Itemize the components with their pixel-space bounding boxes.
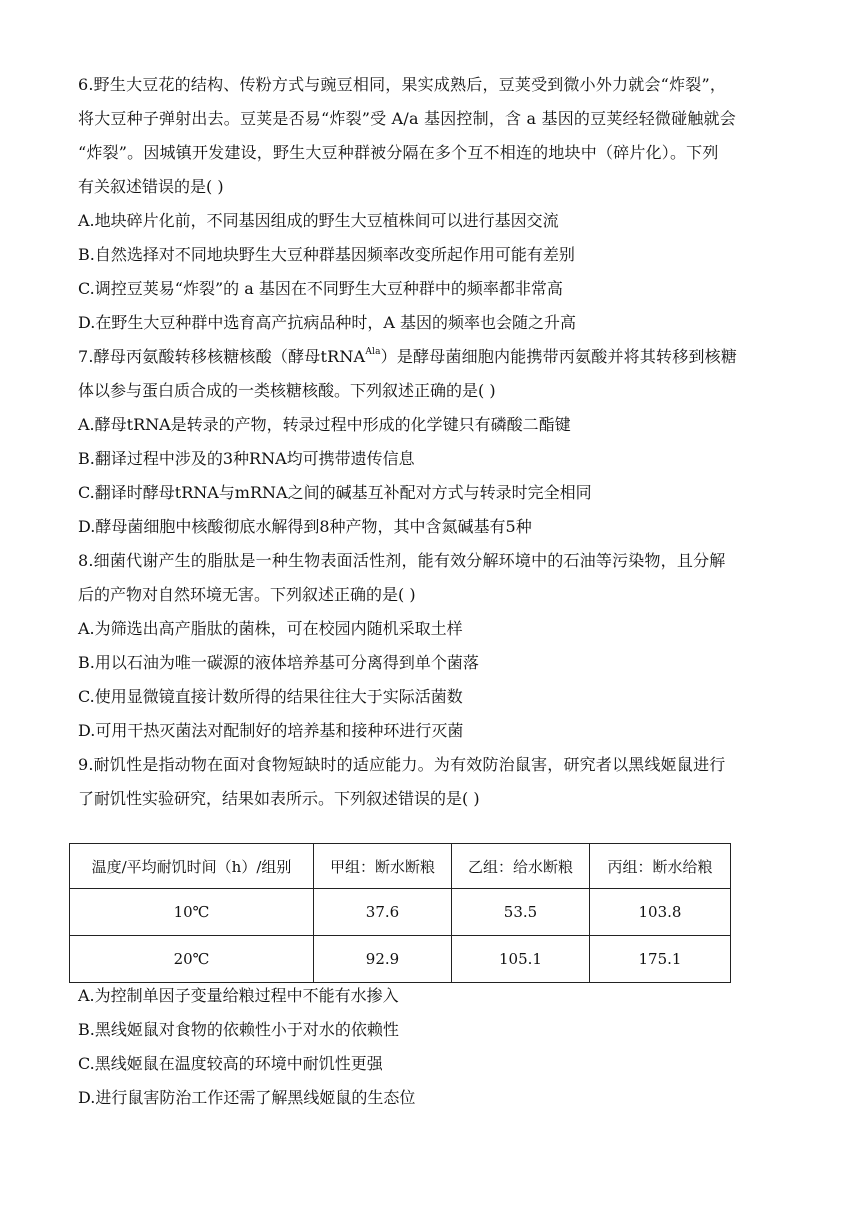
q7-option-b: B.翻译过程中涉及的3种RNA均可携带遗传信息 — [78, 449, 415, 468]
q9-option-a: A.为控制单因子变量给粮过程中不能有水掺入 — [78, 986, 399, 1005]
table-row — [70, 936, 731, 983]
q7-option-a: A.酵母tRNA是转录的产物，转录过程中形成的化学键只有磷酸二酯键 — [78, 415, 571, 434]
q7-stem-pre: 7.酵母丙氨酸转移核糖核酸（酵母tRNA — [78, 347, 366, 366]
q6-option-b: B.自然选择对不同地块野生大豆种群基因频率改变所起作用可能有差别 — [78, 245, 575, 264]
q7-stem-post: ）是酵母菌细胞内能携带丙氨酸并将其转移到核糖 — [380, 347, 738, 366]
q8-option-b: B.用以石油为唯一碳源的液体培养基可分离得到单个菌落 — [78, 653, 479, 672]
q7-stem-line-2: 体以参与蛋白质合成的一类核糖核酸。下列叙述正确的是( ) — [78, 381, 496, 400]
q9-option-c: C.黑线姬鼠在温度较高的环境中耐饥性更强 — [78, 1054, 383, 1073]
q8-stem-line-2: 后的产物对自然环境无害。下列叙述正确的是( ) — [78, 585, 416, 604]
q6-stem-line-4: 有关叙述错误的是( ) — [78, 177, 224, 196]
q9-stem-line-1: 9.耐饥性是指动物在面对食物短缺时的适应能力。为有效防治鼠害，研究者以黑线姬鼠进行 — [78, 755, 726, 774]
table-header-cell: 温度/平均耐饥时间（h）/组别 — [70, 844, 314, 889]
q6-option-a: A.地块碎片化前，不同基因组成的野生大豆植株间可以进行基因交流 — [78, 211, 559, 230]
q8-stem-line-1: 8.细菌代谢产生的脂肽是一种生物表面活性剂，能有效分解环境中的石油等污染物，且分解 — [78, 551, 726, 570]
q6-stem-line-2: 将大豆种子弹射出去。豆荚是否易“炸裂”受 A/a 基因控制，含 a 基因的豆荚经轻微碰触就会 — [78, 109, 736, 128]
q7-option-c: C.翻译时酵母tRNA与mRNA之间的碱基互补配对方式与转录时完全相同 — [78, 483, 592, 502]
q8-option-c: C.使用显微镜直接计数所得的结果往往大于实际活菌数 — [78, 687, 463, 706]
table-cell: 37.6 — [314, 889, 452, 936]
q9-option-b: B.黑线姬鼠对食物的依赖性小于对水的依赖性 — [78, 1020, 399, 1039]
table-row — [70, 889, 731, 936]
q7-stem-line-1 — [78, 347, 737, 367]
table-cell: 10℃ — [70, 889, 314, 936]
q8-option-a: A.为筛选出高产脂肽的菌株，可在校园内随机采取土样 — [78, 619, 463, 638]
q7-stem-sup: Ala — [365, 347, 381, 357]
q6-stem-line-1: 6.野生大豆花的结构、传粉方式与豌豆相同，果实成熟后，豆荚受到微小外力就会“炸裂”， — [78, 75, 727, 94]
q9-option-d: D.进行鼠害防治工作还需了解黑线姬鼠的生态位 — [78, 1088, 416, 1107]
table-cell: 92.9 — [314, 936, 452, 983]
table-header-row — [70, 844, 731, 889]
table-cell: 103.8 — [590, 889, 731, 936]
q6-option-c: C.调控豆荚易“炸裂”的 a 基因在不同野生大豆种群中的频率都非常高 — [78, 279, 563, 298]
q9-stem-line-2: 了耐饥性实验研究，结果如表所示。下列叙述错误的是( ) — [78, 789, 480, 808]
table-cell: 53.5 — [452, 889, 590, 936]
table-header-cell: 乙组：给水断粮 — [452, 844, 590, 889]
q6-stem-line-3: “炸裂”。因城镇开发建设，野生大豆种群被分隔在多个互不相连的地块中（碎片化）。下列 — [78, 143, 719, 162]
q6-option-d: D.在野生大豆种群中选育高产抗病品种时，A 基因的频率也会随之升高 — [78, 313, 576, 332]
table-header-cell: 丙组：断水给粮 — [590, 844, 731, 889]
table-cell: 20℃ — [70, 936, 314, 983]
table-header-cell: 甲组：断水断粮 — [314, 844, 452, 889]
table-cell: 105.1 — [452, 936, 590, 983]
q9-data-table — [69, 843, 731, 983]
q7-option-d: D.酵母菌细胞中核酸彻底水解得到8种产物，其中含氮碱基有5种 — [78, 517, 532, 536]
table-cell: 175.1 — [590, 936, 731, 983]
q8-option-d: D.可用干热灭菌法对配制好的培养基和接种环进行灭菌 — [78, 721, 464, 740]
